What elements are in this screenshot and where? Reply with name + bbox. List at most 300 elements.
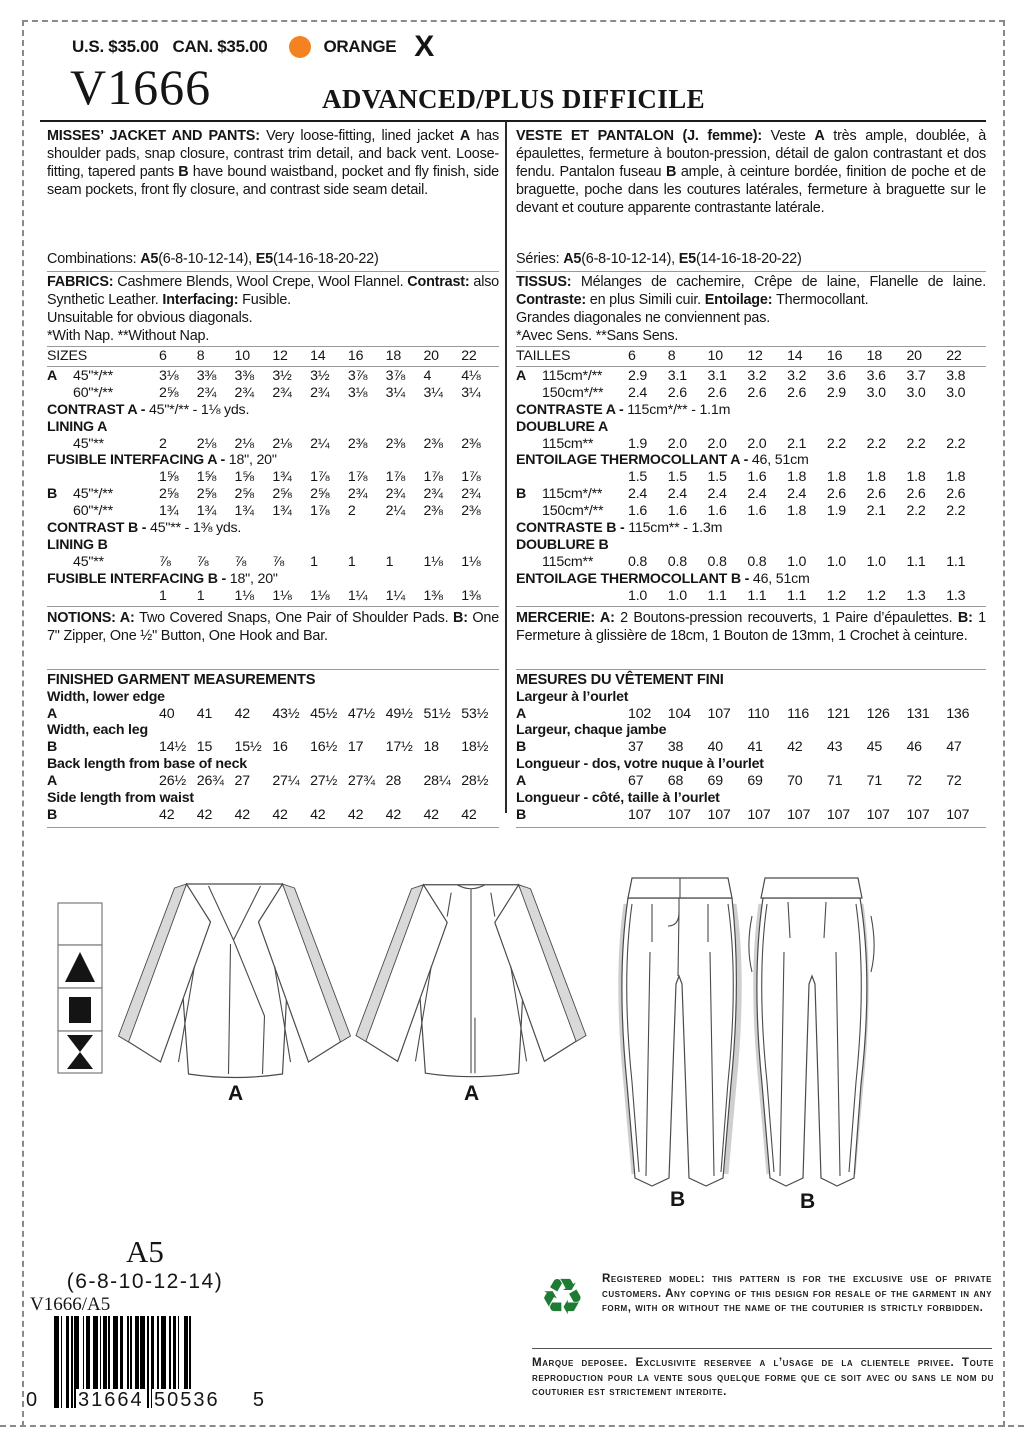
table-cell: 2.6 [866,486,886,503]
table-cell: 2⅜ [385,435,405,452]
table-cell: 1.0 [628,587,648,604]
table-row: 45"** ⅞ ⅞ ⅞ ⅞ 1 1 1 1⅛ 1⅛ [47,554,499,571]
table-cell: 1.5 [667,469,687,486]
table-row: A 40 41 42 43½ 45½ 47½ 49½ 51½ 53½ [47,706,499,723]
table-cell: 42 [461,806,477,823]
legal-text-en: Registered model: this pattern is for the exclusive use of private customers. Any copying of this design for resale of the garment in any form, with or without the name of the couturier is strictly forbidden. [602,1272,992,1315]
pants-back-label: B [800,1190,816,1213]
difficulty-level: ADVANCED/PLUS DIFFICILE [322,84,706,114]
table-cell: 28 [385,773,402,790]
table-cell: 121 [826,705,850,722]
table-row: B 14½ 15 15½ 16 16½ 17 17½ 18 18½ [47,739,499,756]
fabrics-fr: TISSUS: Mélanges de cachemire, Crêpe de laine, Flanelle de laine. Contraste: en plus Simili cuir. Entoilage: Thermocollant. [516,274,986,308]
table-cell: 2.9 [628,367,648,384]
table-cell: 28¼ [423,773,451,790]
table-cell: 68 [667,773,684,790]
table-cell: 1 [347,553,356,570]
english-column [47,127,499,828]
finished-measurements-fr [516,669,986,828]
table-cell: 2⅛ [272,435,292,452]
french-column [516,127,986,828]
table-cell: 1⅞ [461,469,481,486]
table-cell: 1⅜ [423,587,443,604]
table-cell: 1.1 [906,553,926,570]
table-row: 60"*/** 1¾ 1¾ 1¾ 1¾ 1⅞ 2 2¼ 2⅜ 2⅜ [47,503,499,520]
table-cell: 17½ [385,739,413,756]
table-cell: 43 [826,739,843,756]
table-cell: 3½ [272,367,292,384]
table-cell: 2¼ [310,435,330,452]
table-row: Width, each leg [47,722,148,739]
pants-back-drawing [748,872,876,1213]
table-cell: 2.6 [707,384,727,401]
table-cell: 47 [946,739,962,756]
table-cell: 49½ [385,705,413,722]
table-cell: 1.8 [787,503,807,520]
size-col: 16 [347,348,364,364]
garment-description-fr: VESTE ET PANTALON (J. femme): Veste A très ample, doublée, à épaulettes, fermeture à bouton-pression, détail de galon contrastant et dos fendu. Pantalon fuseau B ample, à ceinture bordée, finition de poche et de braguette, poche dans les coutures latérales, fermeture à braguette sur le devant et couture apparente contrastante latérale. [516,128,987,216]
table-row: CONTRASTE B - 115cm** - 1.3m [516,520,723,537]
sizes-header-row-fr [516,348,986,365]
table-cell: 14½ [159,739,187,756]
table-cell: 0.8 [747,553,767,570]
table-cell: 1.1 [787,587,807,604]
table-cell: 2.0 [667,435,687,452]
table-cell: 26½ [159,773,187,790]
table-cell: 1¾ [272,503,292,520]
table-cell: 2¾ [423,486,443,503]
yardage-table-en [47,368,499,605]
table-cell: 3⅞ [385,367,405,384]
table-cell: 4 [423,367,432,384]
size-col: 16 [826,348,843,364]
size-col: 10 [234,348,250,364]
table-cell: 45½ [310,705,338,722]
size-col: 14 [310,348,326,364]
table-cell: 3¼ [423,384,443,401]
table-cell: 53½ [461,705,489,722]
figure-symbols [55,902,105,1074]
table-cell: 2⅝ [159,486,179,503]
table-cell: 2⅝ [196,486,217,503]
table-cell: 2.6 [667,384,687,401]
table-cell: 15½ [234,739,262,756]
fabrics-en: FABRICS: Cashmere Blends, Wool Crepe, Wool Flannel. Contrast: also Synthetic Leather. Interfacing: Fusible. [47,274,499,308]
table-row: FUSIBLE INTERFACING B - 18", 20" [47,570,278,587]
table-row: A 26½ 26¾ 27 27¼ 27½ 27¾ 28 28¼ 28½ [47,773,499,790]
table-cell: 3⅜ [196,367,217,384]
table-cell: 3⅜ [234,367,254,384]
table-cell: 1⅛ [272,587,292,604]
table-cell: 1.2 [866,587,886,604]
table-row: Width, lower edge [47,688,165,705]
pants-front-drawing [612,872,749,1211]
table-cell: 1.6 [707,503,727,520]
barcode [26,1316,266,1411]
table-row: B 45"*/** 2⅝ 2⅝ 2⅝ 2⅝ 2⅝ 2¾ 2¾ 2¾ 2¾ [47,486,499,503]
table-cell: 2¾ [196,384,217,401]
table-cell: 1¼ [347,587,368,604]
table-row: 150cm*/** 2.4 2.6 2.6 2.6 2.6 2.9 3.0 3.0 3.0 [516,385,986,402]
table-cell: 3.0 [946,384,966,401]
table-cell: 46 [906,739,922,756]
table-cell: 1.8 [866,469,886,486]
table-cell: 1 [385,553,394,570]
table-cell: 2.2 [906,503,926,520]
table-cell: 3.1 [667,367,687,384]
table-cell: 1.9 [826,503,846,520]
jacket-back-drawing [352,866,590,1105]
table-cell: 18½ [461,739,489,756]
table-cell: 27¾ [347,773,375,790]
table-cell: 1⅞ [385,469,405,486]
table-cell: 3.6 [866,367,886,384]
table-cell: 2⅜ [461,435,481,452]
table-cell: 107 [946,806,970,823]
table-cell: 69 [747,773,763,790]
size-col: 14 [787,348,803,364]
barcode-trail-digit: 5 [252,1389,266,1411]
garment-description-en: MISSES’ JACKET AND PANTS: Very loose-fitting, lined jacket A has shoulder pads, snap closure, contrast trim detail, and back vent. Loose-fitting, tapered pants B have bound waistband, pocket and fly finish, side seam pockets, front fly closure, and contrast side seam detail. [47,128,499,198]
price-us: U.S. $35.00 [72,37,159,56]
table-cell: 40 [707,739,723,756]
table-cell: 2.4 [707,486,727,503]
table-row: 45"** 2 2⅛ 2⅛ 2⅛ 2¼ 2⅜ 2⅜ 2⅜ 2⅜ [47,436,499,453]
table-row: 115cm** 0.8 0.8 0.8 0.8 1.0 1.0 1.0 1.1 1.1 [516,554,986,571]
table-cell: 110 [747,705,770,722]
table-cell: 1.5 [707,469,727,486]
table-cell: 41 [196,705,213,722]
table-cell: 107 [707,705,731,722]
size-col: 12 [272,348,288,364]
table-cell: 16 [272,739,288,756]
table-row: Largeur à l’ourlet [516,688,629,705]
table-cell: 3⅛ [347,384,368,401]
size-col: 20 [906,348,922,364]
table-cell: 1⅝ [159,469,179,486]
table-cell: 0.8 [667,553,687,570]
price-row [72,30,435,63]
table-cell: 1⅛ [234,587,254,604]
finished-measurements-en [47,669,499,828]
pants-front-label: B [670,1188,686,1211]
table-cell: 3.0 [906,384,926,401]
table-cell: 1.2 [826,587,846,604]
table-cell: 1.1 [707,587,727,604]
table-row: DOUBLURE B [516,536,609,553]
table-cell: ⅞ [196,553,209,570]
sizes-header-label: SIZES [47,348,87,364]
table-cell: 42 [310,806,326,823]
table-row: 60"*/** 2⅝ 2¾ 2¾ 2¾ 2¾ 3⅛ 3¼ 3¼ 3¼ [47,385,499,402]
table-row: B 107 107 107 107 107 107 107 107 107 [516,807,986,824]
table-cell: 2⅝ [159,384,179,401]
table-cell: 1¾ [196,503,217,520]
table-cell: 131 [906,705,930,722]
table-cell: 1.6 [747,503,767,520]
table-row [47,588,499,605]
table-cell: ⅞ [234,553,247,570]
size-col: 6 [628,348,636,364]
fabrics-note-en: Unsuitable for obvious diagonals. [47,310,253,326]
table-row: ENTOILAGE THERMOCOLLANT A - 46, 51cm [516,452,809,469]
size-col: 22 [946,348,962,364]
table-cell: 1.6 [628,503,648,520]
table-cell: 126 [866,705,890,722]
column-divider [505,121,507,813]
table-cell: 2.2 [826,435,846,452]
size-col: 18 [866,348,883,364]
table-row: A 102 104 107 110 116 121 126 131 136 [516,706,986,723]
table-cell: 2.1 [787,435,807,452]
combinations-fr: Séries: A5(6-8-10-12-14), E5(14-16-18-20-22) [516,251,802,267]
sku-code: V1666/A5 [30,1294,111,1315]
table-row: B 37 38 40 41 42 43 45 46 47 [516,739,986,756]
table-row: Largeur, chaque jambe [516,722,667,739]
table-cell: 2.6 [906,486,926,503]
table-cell: 136 [946,705,970,722]
table-cell: 2 [159,435,167,452]
table-cell: 1.0 [787,553,807,570]
table-cell: 1.3 [906,587,926,604]
table-cell: 38 [667,739,684,756]
fabrics-note-fr: Grandes diagonales ne conviennent pas. [516,310,771,326]
table-cell: 2.4 [787,486,807,503]
table-cell: 37 [628,739,644,756]
table-cell: 26¾ [196,773,224,790]
table-cell: 42 [787,739,803,756]
legal-notice-en [540,1268,992,1326]
table-cell: 107 [747,806,771,823]
finished-title-en: FINISHED GARMENT MEASUREMENTS [47,671,316,688]
table-cell: 2.2 [946,503,966,520]
table-cell: 27½ [310,773,338,790]
nap-note-en: *With Nap. **Without Nap. [47,328,210,344]
table-cell: 2 [347,503,356,520]
table-cell: 3¼ [385,384,405,401]
table-cell: 15 [196,739,213,756]
table-cell: 1¾ [272,469,292,486]
table-cell: 1.8 [906,469,926,486]
table-cell: 18 [423,739,439,756]
table-cell: 1⅝ [234,469,254,486]
legal-text-fr: Marque deposee. Exclusivite reservee a l’usage de la clientele privee. Toute reproduction pour la vente sous quelque forme que ce soit avec ou sans le nom du couturier est strictement interdite. [532,1356,994,1399]
table-cell: 1.1 [747,587,767,604]
table-cell: 0.8 [628,553,648,570]
color-label: ORANGE [323,37,397,56]
table-cell: 2⅜ [461,503,481,520]
table-row: A 115cm*/** 2.9 3.1 3.1 3.2 3.2 3.6 3.6 3.7 3.8 [516,368,986,385]
table-cell: 27 [234,773,250,790]
table-cell: 3⅛ [159,367,179,384]
table-cell: 2⅝ [272,486,292,503]
size-col: 8 [667,348,676,364]
table-cell: 3.2 [747,367,767,384]
bottom-cut-line [0,1425,1024,1427]
table-cell: 42 [234,806,250,823]
table-cell: 72 [946,773,962,790]
table-cell: 107 [906,806,930,823]
table-row: Back length from base of neck [47,756,247,773]
table-cell: 107 [866,806,890,823]
size-col: 8 [196,348,205,364]
table-cell: 42 [272,806,288,823]
table-cell: 107 [787,806,811,823]
table-cell: 2¾ [234,384,254,401]
table-cell: 71 [866,773,883,790]
table-cell: 2¾ [347,486,368,503]
table-cell: 1 [310,553,318,570]
table-cell: 2⅜ [423,435,443,452]
table-cell: 4⅛ [461,367,481,384]
table-row: Side length from waist [47,790,194,807]
table-cell: 2.4 [667,486,687,503]
table-row: LINING B [47,536,108,553]
jacket-back-label: A [464,1082,480,1105]
orange-color-dot-icon [289,36,311,58]
table-cell: 2.1 [866,503,886,520]
table-cell: 43½ [272,705,300,722]
table-cell: 42 [347,806,364,823]
table-cell: 2¾ [461,486,481,503]
notions-en: NOTIONS: A: Two Covered Snaps, One Pair of Shoulder Pads. B: One 7" Zipper, One ½" Button, One Hook and Bar. [47,609,499,644]
barcode-group1: 31664 [78,1389,144,1411]
size-col: 18 [385,348,402,364]
notions-fr: MERCERIE: A: 2 Boutons-pression recouverts, 1 Paire d’épaulettes. B: 1 Fermeture à glissière de 18cm, 1 Bouton de 13mm, 1 Crochet à ceinture. [516,609,986,644]
table-cell: 72 [906,773,922,790]
table-cell: 3.1 [707,367,727,384]
table-row: CONTRAST B - 45"** - 1⅜ yds. [47,520,242,537]
jacket-front-label: A [228,1082,244,1105]
table-cell: 2¼ [385,503,405,520]
table-cell: 1¾ [234,503,254,520]
legal-divider-rule [532,1348,992,1349]
table-row [516,588,986,605]
table-cell: 2⅜ [347,435,368,452]
yardage-table-fr [516,368,986,605]
sizes-header-row-en [47,348,499,365]
table-cell: 40 [159,705,175,722]
table-cell: 2¾ [385,486,405,503]
table-cell: 104 [667,705,691,722]
table-row: CONTRAST A - 45"*/** - 1⅛ yds. [47,401,250,418]
table-row: B 115cm*/** 2.4 2.4 2.4 2.4 2.4 2.6 2.6 2.6 2.6 [516,486,986,503]
nap-note-fr: *Avec Sens. **Sans Sens. [516,328,679,344]
table-row: 150cm*/** 1.6 1.6 1.6 1.6 1.8 1.9 2.1 2.2 2.2 [516,503,986,520]
table-row: 115cm** 1.9 2.0 2.0 2.0 2.1 2.2 2.2 2.2 2.2 [516,436,986,453]
table-cell: 1.8 [946,469,966,486]
combinations-en: Combinations: A5(6-8-10-12-14), E5(14-16-18-20-22) [47,251,379,267]
table-cell: 45 [866,739,883,756]
table-row: A 45"*/** 3⅛ 3⅜ 3⅜ 3½ 3½ 3⅞ 3⅞ 4 4⅛ [47,368,499,385]
size-col: 22 [461,348,477,364]
table-cell: 2⅜ [423,503,443,520]
table-cell: 1.0 [667,587,687,604]
table-cell: 1 [159,587,167,604]
table-cell: 2.6 [787,384,807,401]
table-cell: 107 [707,806,731,823]
size-col: 6 [159,348,167,364]
table-cell: 1⅛ [423,553,443,570]
table-cell: 1.8 [826,469,846,486]
table-cell: 27¼ [272,773,300,790]
table-cell: 1⅝ [196,469,217,486]
table-cell: 1.6 [667,503,687,520]
table-cell: 1⅞ [310,503,330,520]
table-cell: 2.2 [906,435,926,452]
table-row: FUSIBLE INTERFACING A - 18", 20" [47,452,277,469]
size-col: 12 [747,348,763,364]
table-cell: 1.5 [628,469,648,486]
table-cell: 1⅞ [423,469,443,486]
table-cell: 1.6 [747,469,767,486]
table-cell: 1.3 [946,587,966,604]
table-cell: 3.6 [826,367,846,384]
table-cell: 107 [826,806,850,823]
table-cell: 2.6 [946,486,966,503]
table-row [47,469,499,486]
table-cell: 28½ [461,773,489,790]
table-cell: 2⅛ [234,435,254,452]
table-cell: 42 [159,806,175,823]
table-cell: 107 [628,806,652,823]
table-cell: 102 [628,705,652,722]
jacket-front-drawing [112,866,357,1105]
recycle-icon: ♻ [540,1268,585,1326]
table-cell: 47½ [347,705,375,722]
cut-marker: X [414,30,435,63]
pattern-number: V1666 [70,59,212,115]
table-cell: 2.6 [826,486,846,503]
table-cell: 69 [707,773,723,790]
size-col: 20 [423,348,439,364]
table-cell: 3.7 [906,367,926,384]
sizes-header-label-fr: TAILLES [516,348,571,364]
table-cell: 1.0 [866,553,886,570]
table-cell: 1.8 [787,469,807,486]
table-cell: 1¼ [385,587,405,604]
table-cell: 2.2 [866,435,886,452]
table-cell: 2.4 [747,486,767,503]
table-cell: 1.0 [826,553,846,570]
table-cell: 2.0 [707,435,727,452]
square-symbol-icon [69,997,91,1023]
table-cell: 2.2 [946,435,966,452]
table-cell: 0.8 [707,553,727,570]
table-cell: 3¼ [461,384,481,401]
finished-title-fr: MESURES DU VÊTEMENT FINI [516,671,724,688]
table-cell: 1⅞ [347,469,368,486]
table-cell: 2.9 [826,384,846,401]
table-cell: 2¾ [310,384,330,401]
table-row: DOUBLURE A [516,418,609,435]
table-cell: 2⅝ [234,486,254,503]
table-cell: ⅞ [159,553,171,570]
price-can: CAN. $35.00 [172,37,268,56]
barcode-lead-digit: 0 [26,1389,40,1411]
table-cell: 42 [385,806,402,823]
barcode-group2: 50536 [154,1389,220,1411]
table-row: B 42 42 42 42 42 42 42 42 42 [47,807,499,824]
table-cell: 42 [423,806,439,823]
table-cell: 3½ [310,367,330,384]
table-cell: 107 [667,806,691,823]
table-cell: 67 [628,773,644,790]
table-cell: 2.6 [747,384,767,401]
size-range: (6-8-10-12-14) [66,1270,224,1293]
table-cell: 2.4 [628,486,648,503]
table-row [516,469,986,486]
